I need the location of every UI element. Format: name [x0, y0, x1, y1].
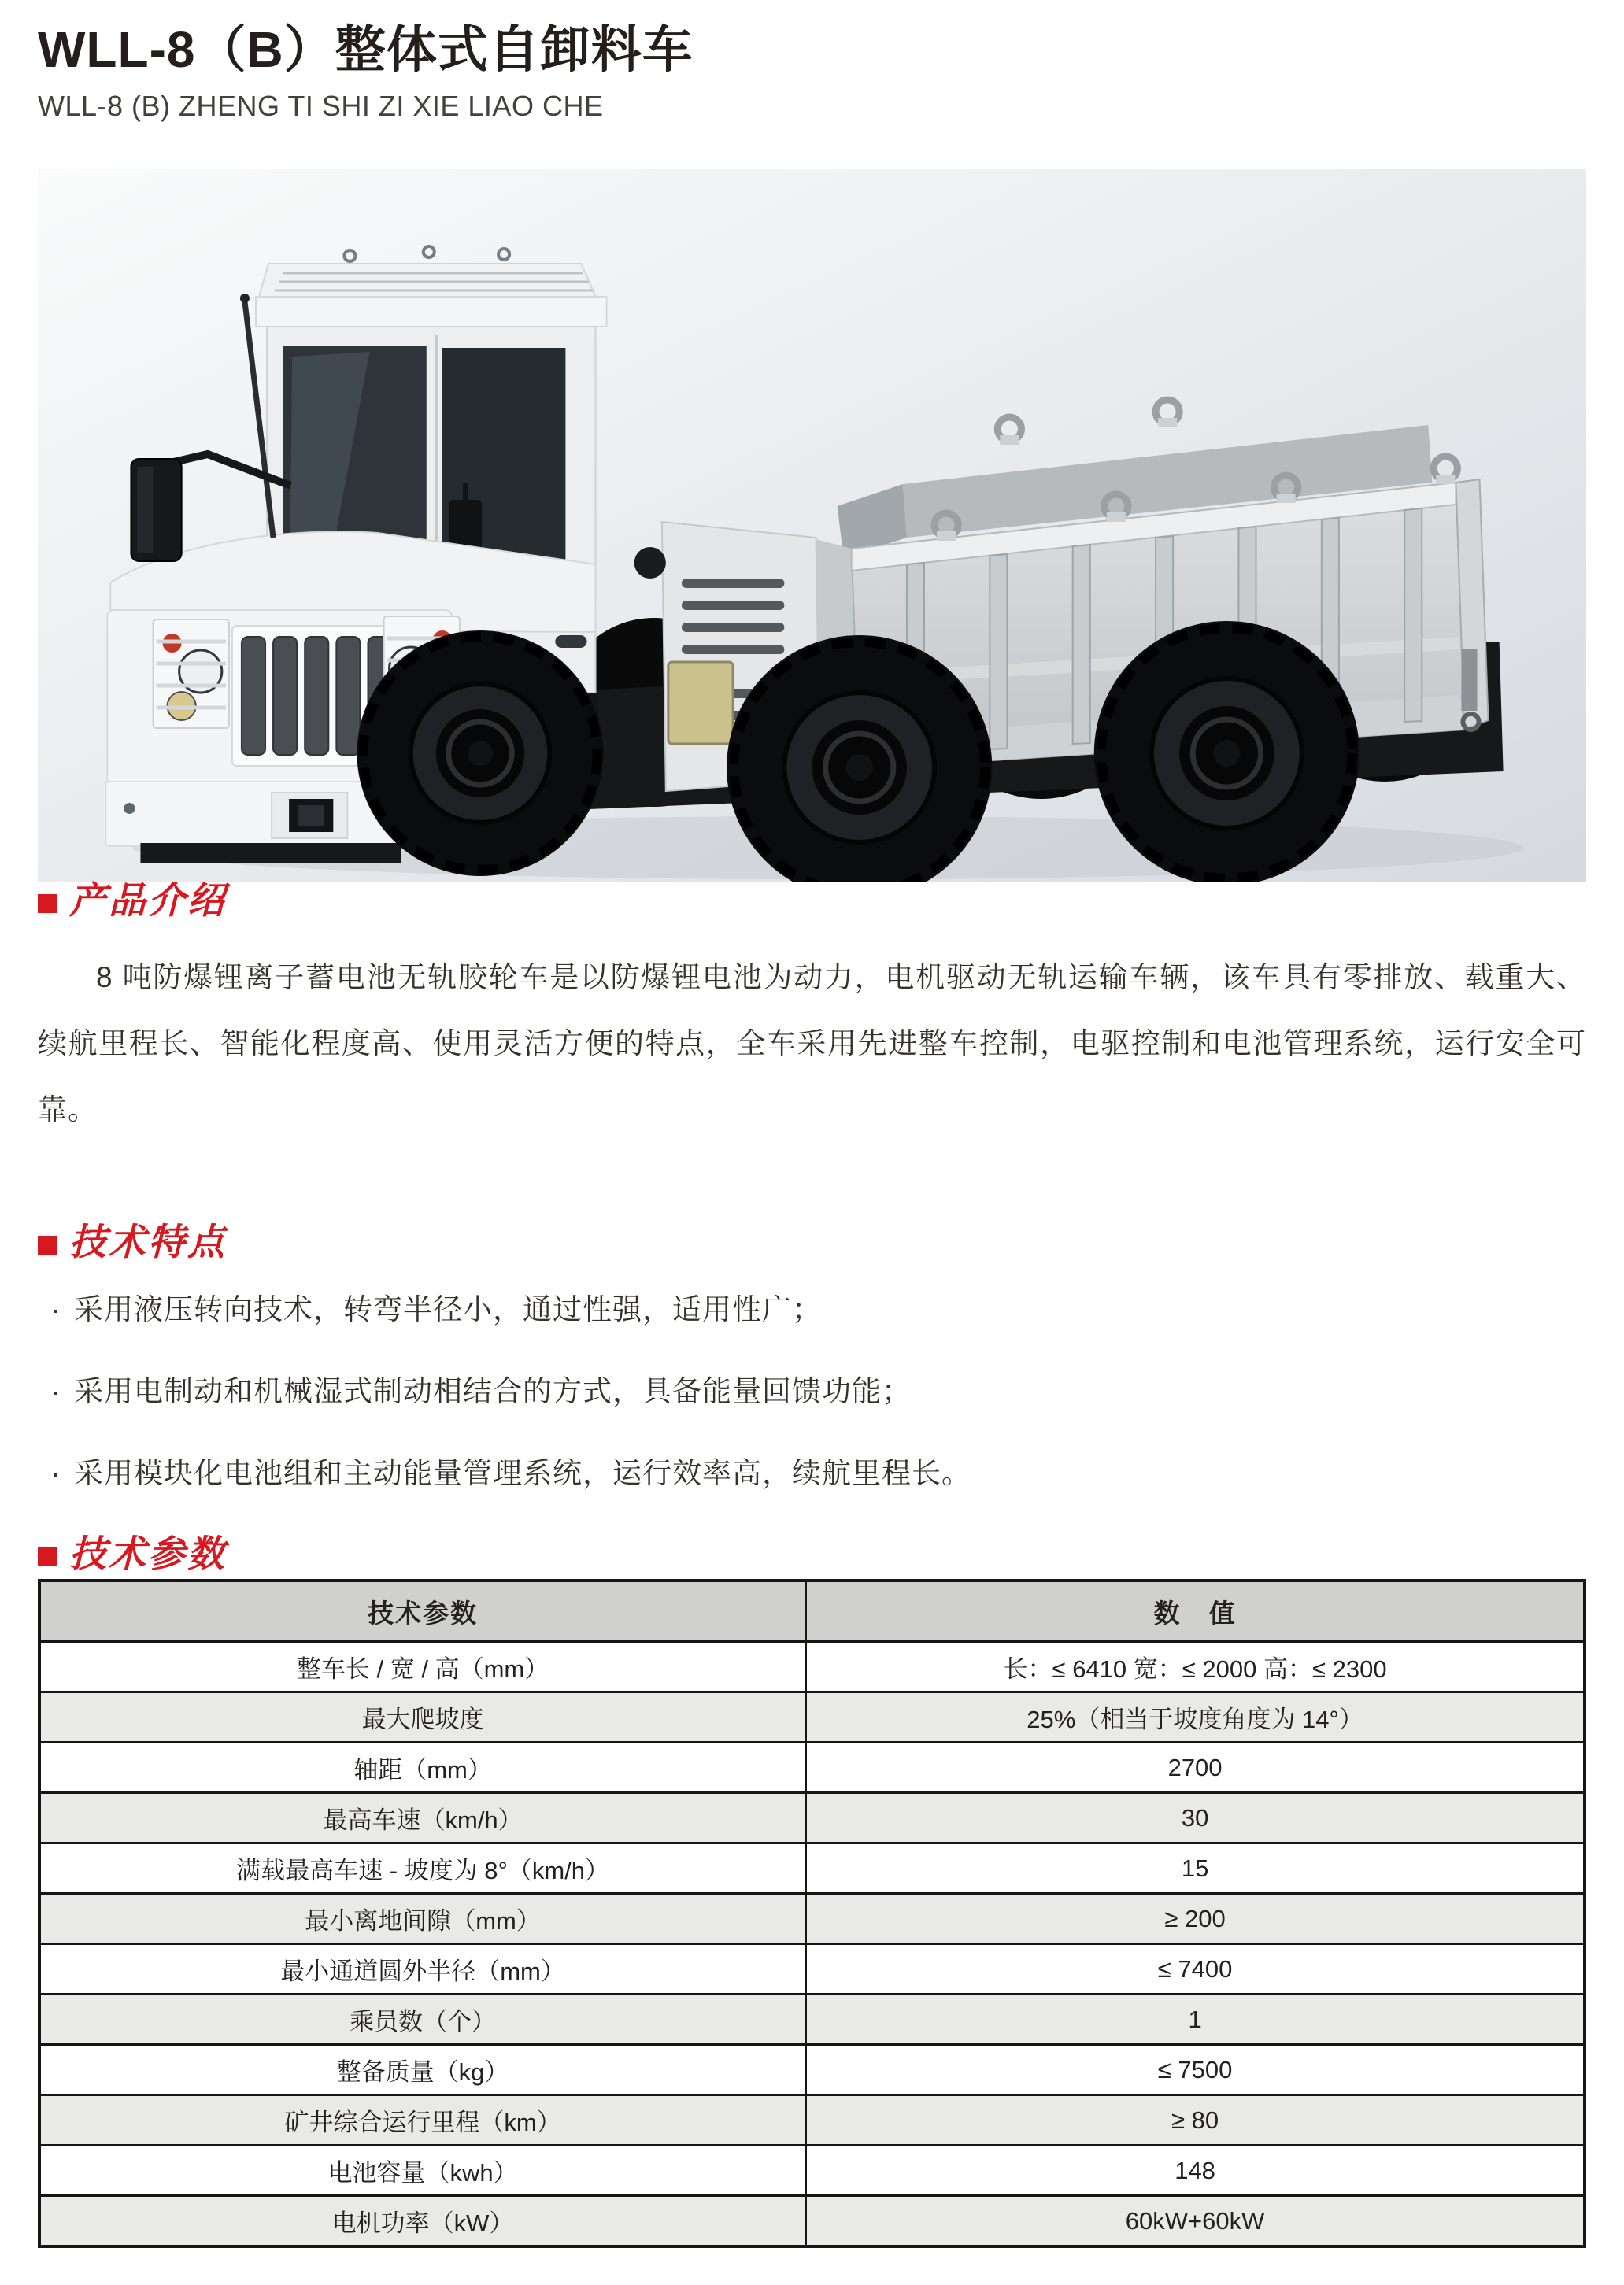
table-row: [39, 1894, 1585, 1944]
spec-value: 长：≤ 6410 宽：≤ 2000 高：≤ 2300: [806, 1642, 1585, 1692]
red-square-bullet-icon: [38, 894, 57, 913]
spec-header-value: 数 值: [806, 1581, 1585, 1642]
table-row: [39, 2196, 1585, 2247]
section-title-intro: 产品介绍: [69, 879, 227, 921]
middot-bullet-icon: ·: [50, 1293, 61, 1326]
spec-name: 最高车速（km/h）: [39, 1793, 806, 1843]
spec-value: 2700: [806, 1743, 1585, 1793]
section-heading-intro: [38, 880, 227, 921]
middot-bullet-icon: ·: [50, 1457, 61, 1489]
spec-name: 最小离地间隙（mm）: [39, 1894, 806, 1944]
spec-table: [38, 1579, 1586, 2248]
red-square-bullet-icon: [38, 1547, 57, 1566]
feature-item: [38, 1433, 1586, 1514]
spec-value: ≥ 200: [806, 1894, 1585, 1944]
feature-list: [38, 1269, 1586, 1514]
spec-value: 25%（相当于坡度角度为 14°）: [806, 1692, 1585, 1743]
table-row: [39, 1995, 1585, 2045]
spec-name: 电机功率（kW）: [39, 2196, 806, 2247]
page-header: [38, 22, 1586, 123]
spec-name: 满载最高车速 - 坡度为 8°（km/h）: [39, 1843, 806, 1894]
spec-name: 轴距（mm）: [39, 1743, 806, 1793]
table-row: [39, 1642, 1585, 1692]
truck-render-illustration: [38, 169, 1586, 882]
spec-header-parameter: 技术参数: [39, 1581, 806, 1642]
spec-header-row: [39, 1581, 1585, 1642]
spec-value: 60kW+60kW: [806, 2196, 1585, 2247]
table-row: [39, 1793, 1585, 1843]
spec-value: ≤ 7400: [806, 1944, 1585, 1995]
table-row: [39, 1843, 1585, 1894]
table-row: [39, 1743, 1585, 1793]
spec-name: 矿井综合运行里程（km）: [39, 2095, 806, 2146]
section-heading-features: [38, 1222, 227, 1263]
feature-text: 采用模块化电池组和主动能量管理系统，运行效率高，续航里程长。: [74, 1457, 971, 1489]
page-title: WLL-8（B）整体式自卸料车: [38, 21, 694, 78]
feature-text: 采用液压转向技术，转弯半径小，通过性强，适用性广；: [74, 1293, 822, 1326]
feature-text: 采用电制动和机械湿式制动相结合的方式，具备能量回馈功能；: [74, 1375, 912, 1407]
spec-table-container: [38, 1579, 1586, 2248]
spec-value: ≤ 7500: [806, 2045, 1585, 2095]
table-row: [39, 1944, 1585, 1995]
feature-item: [38, 1269, 1586, 1351]
feature-item: [38, 1351, 1586, 1433]
table-row: [39, 2146, 1585, 2196]
spec-value: 15: [806, 1843, 1585, 1894]
section-heading-specs: [38, 1533, 227, 1574]
spec-name: 整车长 / 宽 / 高（mm）: [39, 1642, 806, 1692]
spec-value: ≥ 80: [806, 2095, 1585, 2146]
spec-value: 30: [806, 1793, 1585, 1843]
spec-name: 整备质量（kg）: [39, 2045, 806, 2095]
red-square-bullet-icon: [38, 1236, 57, 1255]
spec-value: 1: [806, 1995, 1585, 2045]
intro-paragraph: 8 吨防爆锂离子蓄电池无轨胶轮车是以防爆锂电池为动力，电机驱动无轨运输车辆，该车具有零排放、载重大、续航里程长、智能化程度高、使用灵活方便的特点，全车采用先进整车控制，电驱控制和电池管理系统，运行安全可靠。: [38, 961, 1586, 1126]
section-title-features: 技术特点: [69, 1221, 227, 1263]
table-row: [39, 2095, 1585, 2146]
product-image: [38, 169, 1586, 882]
table-row: [39, 2045, 1585, 2095]
spec-name: 最大爬坡度: [39, 1692, 806, 1743]
middot-bullet-icon: ·: [50, 1375, 61, 1407]
spec-name: 最小通道圆外半径（mm）: [39, 1944, 806, 1995]
page-subtitle: WLL-8 (B) ZHENG TI SHI ZI XIE LIAO CHE: [38, 90, 604, 123]
spec-name: 乘员数（个）: [39, 1995, 806, 2045]
section-title-specs: 技术参数: [69, 1533, 227, 1574]
spec-name: 电池容量（kwh）: [39, 2146, 806, 2196]
spec-value: 148: [806, 2146, 1585, 2196]
table-row: [39, 1692, 1585, 1743]
